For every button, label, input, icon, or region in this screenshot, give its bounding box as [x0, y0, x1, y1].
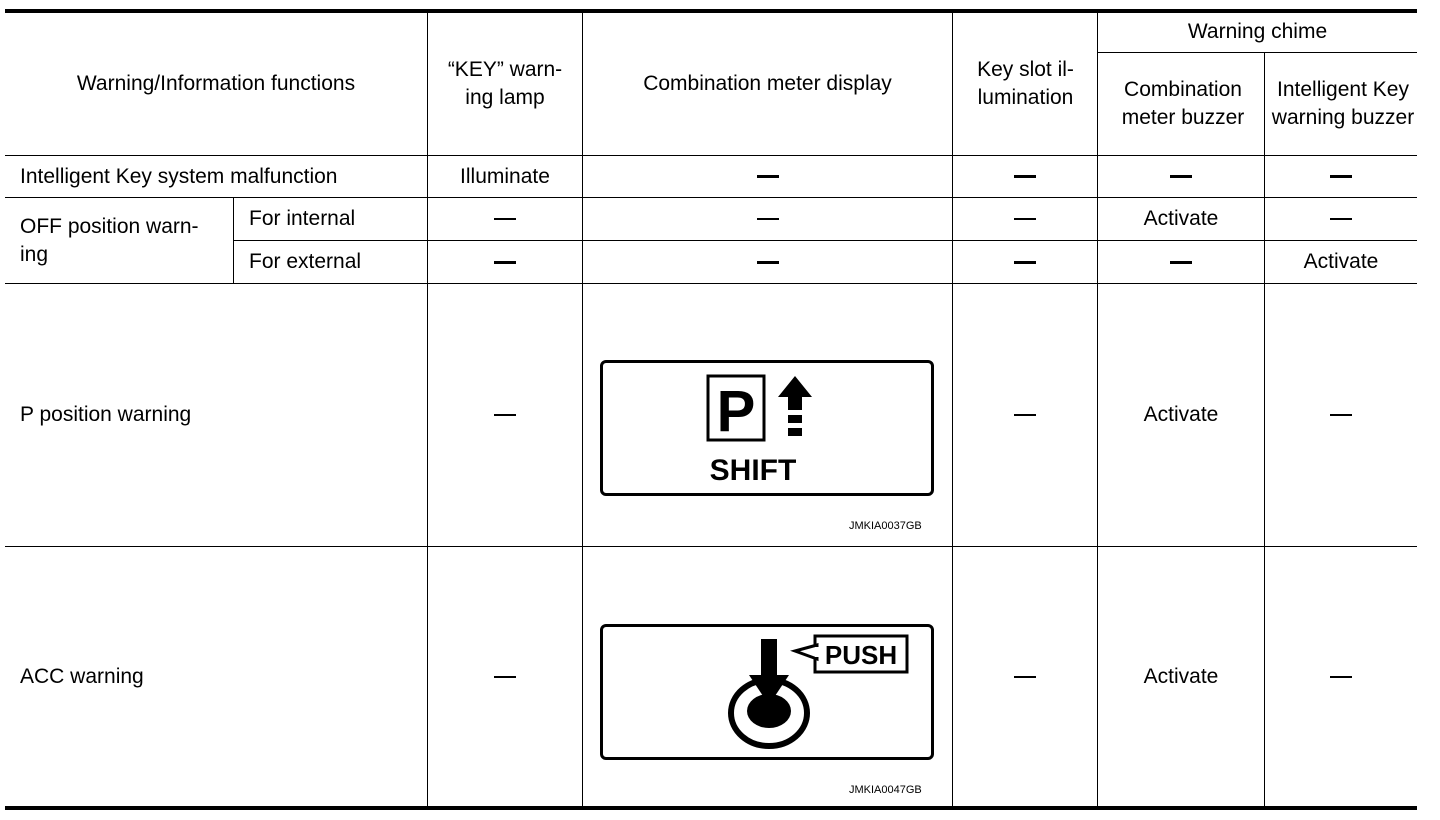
row-malfunction-meter-buzzer — [1098, 156, 1264, 197]
row-p-key-lamp — [428, 284, 582, 546]
table-bottom-rule — [5, 806, 1417, 810]
row-off-internal-key-buzzer — [1265, 198, 1417, 240]
dash-symbol — [494, 414, 516, 416]
dash-symbol — [1170, 261, 1192, 264]
dash-symbol — [1170, 175, 1192, 178]
row-off-external-key-slot — [953, 241, 1097, 283]
row-malfunction-key-lamp: Illuminate — [460, 164, 550, 188]
dash-symbol — [494, 218, 516, 220]
row-acc-meter-buzzer: Activate — [1143, 664, 1219, 688]
push-display-figure — [600, 624, 934, 760]
dash-symbol — [757, 218, 779, 220]
row-acc-key-lamp — [428, 547, 582, 806]
dash-symbol — [1330, 676, 1352, 678]
dash-symbol — [494, 261, 516, 264]
row-acc-label: ACC warning — [20, 664, 144, 688]
shift-text: SHIFT — [709, 454, 797, 487]
shift-to-park-icon — [603, 363, 931, 493]
header-warning-chime: Warning chime — [1187, 20, 1328, 43]
row-off-internal-display — [583, 198, 952, 240]
row-off-external-display — [583, 241, 952, 283]
dash-symbol — [757, 261, 779, 264]
dash-symbol — [1014, 414, 1036, 416]
row-off-internal-meter-buzzer: Activate — [1143, 207, 1219, 230]
dash-symbol — [757, 175, 779, 178]
row-p-key-slot — [953, 284, 1097, 546]
row-malfunction-key-buzzer — [1265, 156, 1417, 197]
row-malfunction-key-slot — [953, 156, 1097, 197]
dash-symbol — [1014, 261, 1036, 264]
push-text: PUSH — [824, 640, 898, 670]
dash-symbol — [1014, 676, 1036, 678]
row-malfunction-label: Intelligent Key system malfunction — [20, 164, 338, 188]
row-p-key-buzzer — [1265, 284, 1417, 546]
dash-symbol — [1014, 175, 1036, 178]
header-key-slot: Key slot il-lumination — [977, 57, 1074, 109]
row-off-internal-label: For internal — [249, 207, 356, 230]
dash-symbol — [494, 676, 516, 678]
row-off-internal-key-lamp — [428, 198, 582, 240]
header-functions: Warning/Information functions — [76, 71, 356, 95]
row-malfunction-display — [583, 156, 952, 197]
shift-display-figure — [600, 360, 934, 496]
header-key-buzzer: Intelligent Key warning buzzer — [1271, 78, 1415, 129]
row-acc-key-slot — [953, 547, 1097, 806]
row-off-external-key-buzzer: Activate — [1303, 250, 1379, 273]
row-off-external-key-lamp — [428, 241, 582, 283]
dash-symbol — [1014, 218, 1036, 220]
row-p-label: P position warning — [20, 403, 192, 426]
row-off-external-label: For external — [249, 250, 362, 273]
row-off-label: OFF position warn-ing — [20, 214, 199, 266]
row-off-internal-key-slot — [953, 198, 1097, 240]
park-letter: P — [716, 379, 756, 444]
dash-symbol — [1330, 175, 1352, 178]
header-meter-buzzer: Combination meter buzzer — [1121, 78, 1245, 129]
row-acc-key-buzzer — [1265, 547, 1417, 806]
figure-code-acc: JMKIA0047GB — [849, 784, 922, 796]
dash-symbol — [1330, 218, 1352, 220]
row-off-external-meter-buzzer — [1098, 241, 1264, 283]
row-p-meter-buzzer: Activate — [1143, 403, 1219, 426]
push-button-icon — [603, 627, 931, 757]
figure-code-p: JMKIA0037GB — [849, 520, 922, 532]
dash-symbol — [1330, 414, 1352, 416]
header-key-lamp: “KEY” warn-ing lamp — [447, 57, 563, 109]
header-meter-display: Combination meter display — [643, 71, 892, 95]
